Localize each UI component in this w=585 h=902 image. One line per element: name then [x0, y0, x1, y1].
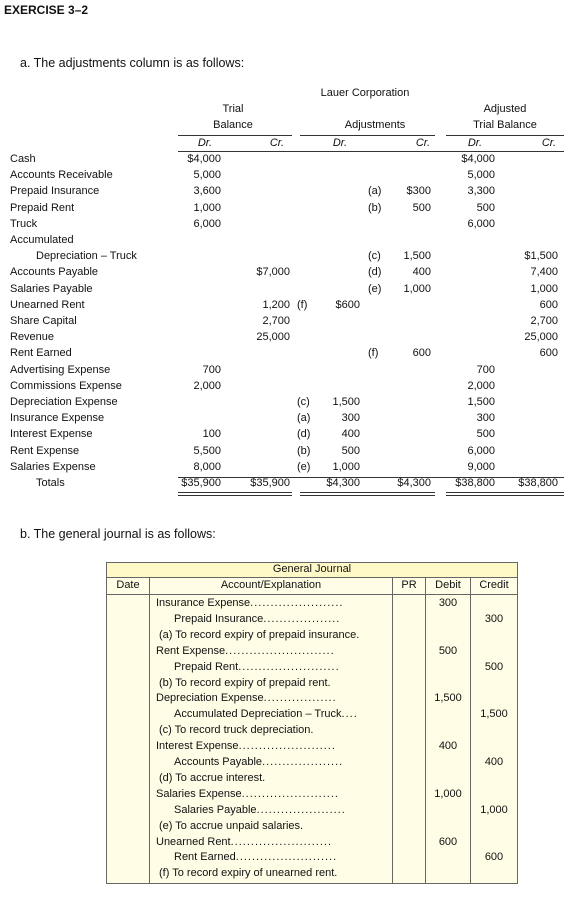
credit-column [470, 594, 518, 884]
account-text: Prepaid Insurance [174, 613, 264, 625]
cell-adj-dr: $600 [335, 299, 360, 311]
part-a-intro: a. The adjustments column is as follows: [20, 56, 245, 70]
account-text: (b) To record expiry of prepaid rent. [159, 677, 331, 689]
leader-dots: ........................... [225, 645, 335, 657]
row-label: Interest Expense [10, 428, 93, 440]
debit-header: Debit [435, 579, 461, 591]
leader-dots: ......................... [235, 851, 338, 863]
account-text: Salaries Expense [156, 788, 242, 800]
leader-dots: ......................... [230, 836, 333, 848]
totals-top-rule [178, 477, 564, 478]
adj-dr-ref: (c) [297, 396, 310, 408]
atb-dr-header: Dr. [467, 137, 483, 149]
adj-dr-ref: (d) [297, 428, 311, 440]
adj-cr-header: Cr. [415, 137, 431, 149]
journal-debit-account [156, 645, 335, 657]
account-text: (d) To accrue interest. [159, 772, 266, 784]
cell-adj-cr: 1,000 [403, 283, 431, 295]
account-text: (a) To record expiry of prepaid insurance. [159, 629, 360, 641]
trial-header-rule [178, 135, 292, 136]
cell-adj-cr: $300 [406, 185, 431, 197]
totals-atb-dr: $38,800 [455, 477, 495, 489]
journal-credit-amount: 1,500 [480, 708, 508, 720]
row-label: Rent Earned [10, 347, 72, 359]
cell-adj-dr: 400 [341, 428, 360, 440]
row-label: Prepaid Rent [10, 202, 75, 214]
totals-double-rule-tb [178, 492, 292, 496]
cell-adj-cr: 400 [412, 266, 431, 278]
account-text: Unearned Rent [156, 836, 231, 848]
cell-atb-dr: 3,300 [467, 185, 495, 197]
row-label: Insurance Expense [10, 412, 105, 424]
journal-explanation [159, 867, 337, 879]
journal-explanation [159, 772, 265, 784]
cell-atb-dr: $4,000 [461, 153, 495, 165]
journal-debit-account [156, 597, 343, 609]
totals-tb-cr: $35,900 [250, 477, 290, 489]
atb-cr-header: Cr. [541, 137, 557, 149]
leader-dots: ...................... [256, 804, 346, 816]
journal-credit-amount: 300 [484, 613, 504, 625]
cell-tb-dr: 5,500 [193, 445, 221, 457]
adj-cr-ref: (e) [368, 283, 382, 295]
row-label: Truck [10, 218, 38, 230]
adj-cr-ref: (f) [368, 347, 379, 359]
trial-dr-header: Dr. [197, 137, 213, 149]
journal-debit-amount: 300 [438, 597, 458, 609]
cell-atb-dr: 6,000 [467, 218, 495, 230]
row-label: Cash [10, 153, 36, 165]
cell-atb-dr: 700 [476, 364, 495, 376]
company-name: Lauer Corporation [320, 87, 410, 99]
totals-label: Totals [36, 477, 65, 489]
journal-debit-amount: 400 [438, 740, 458, 752]
journal-credit-account [174, 613, 340, 625]
journal-credit-account [174, 708, 358, 720]
date-column [106, 594, 150, 884]
journal-credit-account [174, 851, 337, 863]
account-header: Account/Explanation [220, 579, 322, 591]
journal-explanation [159, 724, 313, 736]
journal-debit-account [156, 836, 332, 848]
row-label: Depreciation Expense [10, 396, 118, 408]
cell-tb-dr: 8,000 [193, 461, 221, 473]
adjusted-header-line1: Adjusted [483, 103, 527, 115]
cell-tb-dr: 1,000 [193, 202, 221, 214]
leader-dots: ........................ [238, 740, 336, 752]
account-text: Interest Expense [156, 740, 239, 752]
row-label: Rent Expense [10, 445, 80, 457]
cell-adj-cr: 600 [412, 347, 431, 359]
account-text: (e) To accrue unpaid salaries. [159, 820, 304, 832]
account-text: (f) To record expiry of unearned rent. [159, 867, 338, 879]
account-text: Depreciation Expense [156, 692, 264, 704]
leader-dots: ................... [263, 613, 341, 625]
adj-cr-ref: (a) [368, 185, 382, 197]
journal-credit-amount: 600 [484, 851, 504, 863]
cell-atb-cr: 600 [539, 347, 558, 359]
cell-adj-cr: 1,500 [403, 250, 431, 262]
cell-atb-cr: 600 [539, 299, 558, 311]
leader-dots: ........................ [241, 788, 339, 800]
adj-dr-ref: (f) [297, 299, 308, 311]
trial-header-line2: Balance [213, 119, 253, 131]
cell-tb-dr: 6,000 [193, 218, 221, 230]
adj-dr-header: Dr. [332, 137, 348, 149]
cell-adj-cr: 500 [412, 202, 431, 214]
cell-atb-dr: 5,000 [467, 169, 495, 181]
row-label: Prepaid Insurance [10, 185, 100, 197]
totals-double-rule-atb [446, 492, 564, 496]
journal-debit-amount: 500 [438, 645, 458, 657]
cell-tb-cr: 2,700 [262, 315, 290, 327]
cell-tb-dr: $4,000 [187, 153, 221, 165]
cell-tb-dr: 700 [202, 364, 221, 376]
cell-atb-cr: $1,500 [524, 250, 558, 262]
account-text: Rent Expense [156, 645, 226, 657]
row-label: Salaries Expense [10, 461, 96, 473]
cell-tb-dr: 5,000 [193, 169, 221, 181]
trial-cr-header: Cr. [269, 137, 285, 149]
journal-credit-amount: 500 [484, 661, 504, 673]
journal-title: General Journal [272, 563, 352, 575]
leader-dots: .................. [263, 692, 337, 704]
cell-adj-dr: 1,000 [332, 461, 360, 473]
totals-adj-cr: $4,300 [397, 477, 431, 489]
row-label: Revenue [10, 331, 55, 343]
account-text: Accounts Payable [174, 756, 263, 768]
journal-debit-amount: 600 [438, 836, 458, 848]
totals-double-rule-adj [300, 492, 435, 496]
cell-atb-cr: 7,400 [530, 266, 558, 278]
cell-tb-cr: $7,000 [256, 266, 290, 278]
row-label: Depreciation – Truck [36, 250, 137, 262]
leader-dots: ....................... [250, 597, 344, 609]
row-label: Advertising Expense [10, 364, 111, 376]
pr-column [392, 594, 426, 884]
adjusted-header-line2: Trial Balance [473, 119, 537, 131]
cell-tb-dr: 2,000 [193, 380, 221, 392]
account-text: (c) To record truck depreciation. [159, 724, 314, 736]
credit-header: Credit [479, 579, 509, 591]
cell-adj-dr: 1,500 [332, 396, 360, 408]
adjustments-header-rule [300, 135, 435, 136]
journal-debit-account [156, 692, 337, 704]
row-label: Accounts Payable [10, 266, 99, 278]
adj-cr-ref: (b) [368, 202, 382, 214]
adj-dr-ref: (e) [297, 461, 311, 473]
adjustments-header: Adjustments [344, 119, 406, 131]
cell-tb-dr: 3,600 [193, 185, 221, 197]
general-journal [106, 562, 518, 884]
exercise-title: EXERCISE 3–2 [4, 3, 89, 17]
journal-credit-amount: 400 [484, 756, 504, 768]
trial-header-line1: Trial [222, 103, 244, 115]
journal-credit-amount: 1,000 [480, 804, 508, 816]
cell-atb-cr: 25,000 [524, 331, 558, 343]
row-label: Salaries Payable [10, 283, 93, 295]
cell-adj-dr: 300 [341, 412, 360, 424]
journal-debit-account [156, 740, 336, 752]
row-label: Commissions Expense [10, 380, 122, 392]
account-text: Accumulated Depreciation – Truck [174, 708, 342, 720]
cell-atb-cr: 1,000 [530, 283, 558, 295]
journal-debit-amount: 1,500 [434, 692, 462, 704]
journal-explanation [159, 820, 303, 832]
journal-debit-amount: 1,000 [434, 788, 462, 800]
journal-explanation [159, 677, 331, 689]
leader-dots: .................... [262, 756, 344, 768]
leader-dots: ......................... [238, 661, 340, 673]
date-header: Date [116, 579, 140, 591]
account-text: Rent Earned [174, 851, 236, 863]
row-label: Share Capital [10, 315, 77, 327]
account-text: Insurance Expense [156, 597, 251, 609]
adj-dr-ref: (a) [297, 412, 311, 424]
account-text: Prepaid Rent [174, 661, 239, 673]
row-label: Accumulated [10, 234, 74, 246]
adj-dr-ref: (b) [297, 445, 311, 457]
row-label: Unearned Rent [10, 299, 85, 311]
cell-atb-dr: 6,000 [467, 445, 495, 457]
part-b-intro: b. The general journal is as follows: [20, 527, 216, 541]
adj-cr-ref: (d) [368, 266, 382, 278]
adjusted-header-rule [446, 135, 564, 136]
cell-atb-cr: 2,700 [530, 315, 558, 327]
journal-credit-account [174, 756, 343, 768]
adj-cr-ref: (c) [368, 250, 381, 262]
totals-tb-dr: $35,900 [181, 477, 221, 489]
cell-adj-dr: 500 [341, 445, 360, 457]
cell-atb-dr: 1,500 [467, 396, 495, 408]
journal-debit-account [156, 788, 339, 800]
row-label: Accounts Receivable [10, 169, 113, 181]
cell-atb-dr: 500 [476, 428, 495, 440]
cell-tb-dr: 100 [202, 428, 221, 440]
totals-atb-cr: $38,800 [518, 477, 558, 489]
cell-atb-dr: 300 [476, 412, 495, 424]
totals-adj-dr: $4,300 [326, 477, 360, 489]
account-text: Salaries Payable [174, 804, 257, 816]
cell-tb-cr: 25,000 [256, 331, 290, 343]
pr-header: PR [401, 579, 417, 591]
cell-atb-dr: 2,000 [467, 380, 495, 392]
journal-credit-account [174, 804, 346, 816]
journal-explanation [159, 629, 359, 641]
leader-dots: .... [341, 708, 358, 720]
cell-atb-dr: 500 [476, 202, 495, 214]
cell-tb-cr: 1,200 [262, 299, 290, 311]
journal-credit-account [174, 661, 340, 673]
subheader-rule [178, 151, 564, 152]
cell-atb-dr: 9,000 [467, 461, 495, 473]
